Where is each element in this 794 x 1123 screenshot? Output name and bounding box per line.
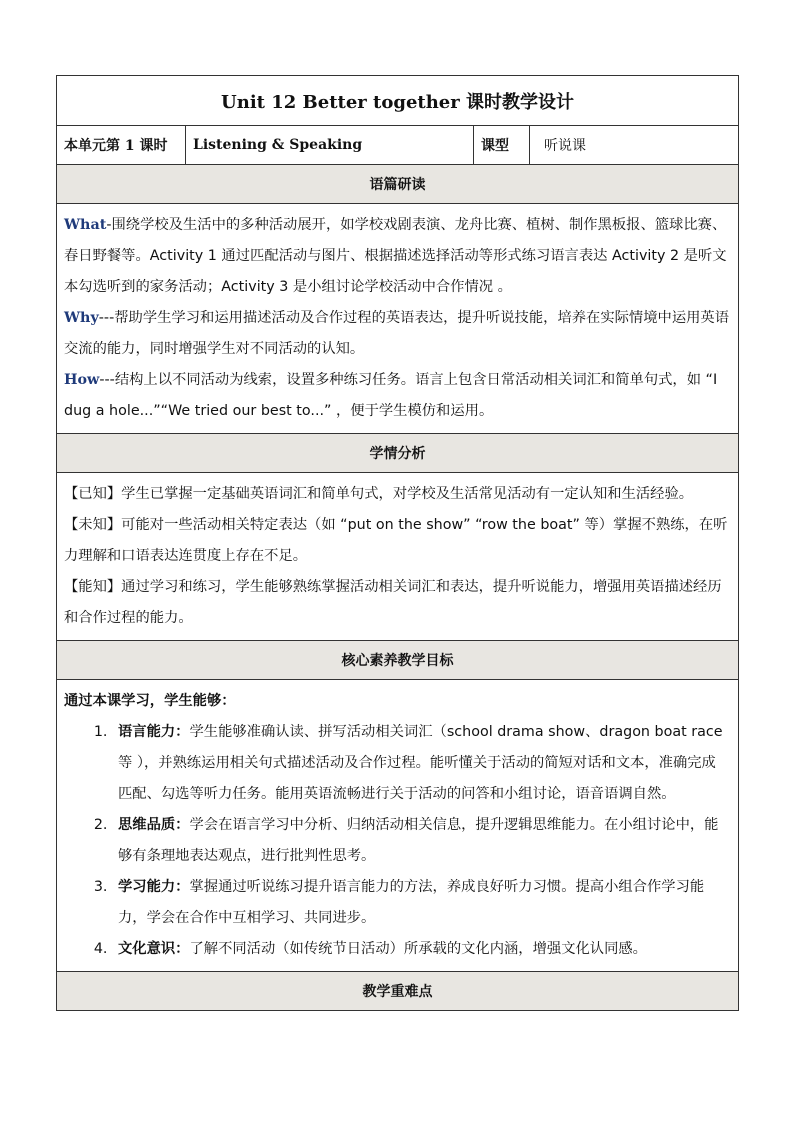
- how-text: ---结构上以不同活动为线索，设置多种练习任务。语言上包含日常活动相关词汇和简单句式，如 “I dug a hole...”“We tried our best to...” ，便于学生模仿和运用。: [64, 372, 718, 419]
- why-label: Why: [64, 310, 99, 326]
- core-goals-content: [57, 680, 739, 972]
- goal-text: 掌握通过听说练习提升语言能力的方法，养成良好听力习惯。提高小组合作学习能力，学会在合作中互相学习、共同进步。: [118, 879, 705, 926]
- document-title: Unit 12 Better together 课时教学设计: [57, 76, 739, 126]
- section-heading-key-points: 教学重难点: [57, 972, 739, 1011]
- goal-item: [112, 810, 730, 872]
- how-label: How: [64, 372, 100, 388]
- unknown-paragraph: 【未知】可能对一些活动相关特定表达（如 “put on the show” “row the boat” 等）掌握不熟练，在听力理解和口语表达连贯度上存在不足。: [64, 517, 728, 564]
- goal-item: [112, 934, 730, 965]
- goal-label: 语言能力：: [118, 724, 190, 740]
- type-label: 课型: [474, 126, 530, 165]
- what-label: What: [64, 217, 107, 233]
- goal-item: [112, 872, 730, 934]
- goal-label: 学习能力：: [118, 879, 190, 895]
- goals-intro: 通过本课学习，学生能够：: [64, 693, 236, 709]
- learner-analysis-content: [57, 473, 739, 641]
- period-label: 本单元第 1 课时: [57, 126, 186, 165]
- section-heading-core-goals: 核心素养教学目标: [57, 641, 739, 680]
- goals-list: [64, 717, 730, 965]
- goal-text: 了解不同活动（如传统节日活动）所承载的文化内涵，增强文化认同感。: [189, 941, 647, 957]
- section-heading-text-study: 语篇研读: [57, 165, 739, 204]
- why-paragraph: [64, 303, 730, 365]
- goal-item: [112, 717, 730, 810]
- what-text: -围绕学校及生活中的多种活动展开，如学校戏剧表演、龙舟比赛、植树、制作黑板报、篮球比赛、春日野餐等。Activity 1 通过匹配活动与图片、根据描述选择活动等形式练习语言表达 Activity 2 是听文本勾选听到的家务活动；Activity 3 是小组讨论学校活动中合作情况 。: [64, 217, 727, 295]
- known-paragraph: 【已知】学生已掌握一定基础英语词汇和简单句式，对学校及生活常见活动有一定认知和生活经验。: [64, 486, 694, 502]
- what-paragraph: [64, 210, 730, 303]
- able-paragraph: 【能知】通过学习和练习，学生能够熟练掌握活动相关词汇和表达，提升听说能力，增强用英语描述经历和合作过程的能力。: [64, 579, 722, 626]
- lesson-plan-document: [56, 75, 738, 1011]
- goal-label: 文化意识：: [118, 941, 190, 957]
- type-value: 听说课: [530, 126, 739, 165]
- goal-text: 学会在语言学习中分析、归纳活动相关信息，提升逻辑思维能力。在小组讨论中，能够有条理地表达观点，进行批判性思考。: [118, 817, 719, 864]
- text-study-content: [57, 204, 739, 434]
- info-row: [57, 126, 739, 165]
- how-paragraph: [64, 365, 730, 427]
- section-heading-learner-analysis: 学情分析: [57, 434, 739, 473]
- goal-label: 思维品质：: [118, 817, 190, 833]
- period-value: Listening & Speaking: [186, 126, 474, 165]
- why-text: ---帮助学生学习和运用描述活动及合作过程的英语表达，提升听说技能，培养在实际情境中运用英语交流的能力，同时增强学生对不同活动的认知。: [64, 310, 730, 357]
- lesson-plan-table: [56, 75, 739, 1011]
- goal-text: 学生能够准确认读、拼写活动相关词汇（school drama show、dragon boat race 等 ），并熟练运用相关句式描述活动及合作过程。能听懂关于活动的简短对话和文本，准确完成匹配、勾选等听力任务。能用英语流畅进行关于活动的问答和小组讨论，语音语调自然。: [118, 724, 723, 802]
